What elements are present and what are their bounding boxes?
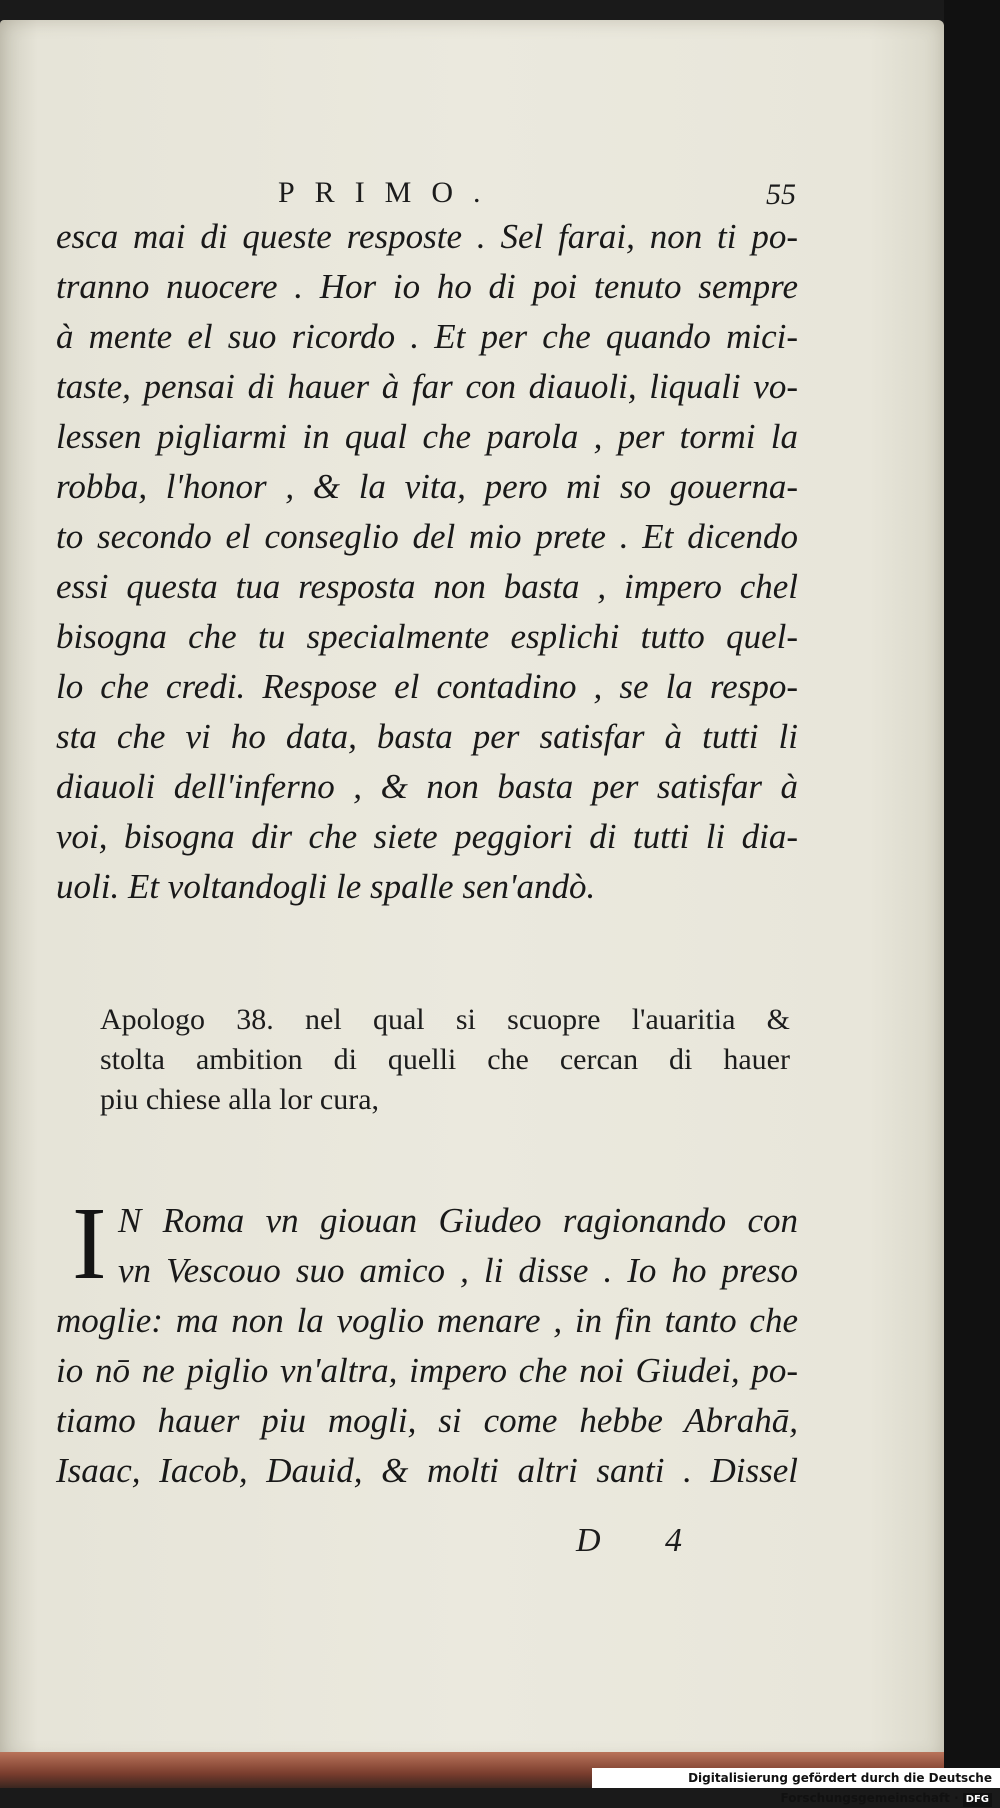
text-line: essi questa tua resposta non basta , impero chel (56, 567, 798, 606)
heading-line: stolta ambition di quelli che cercan di hauer (100, 1043, 790, 1076)
text-line: robba, l'honor , & la vita, pero mi so gouerna- (56, 467, 798, 506)
text-line: uoli. Et voltandogli le spalle sen'andò. (56, 867, 596, 906)
text-line: diauoli dell'inferno , & non basta per satisfar à (56, 767, 798, 806)
text-line: io nō ne piglio vn'altra, impero che noi Giudei, po- (56, 1351, 798, 1390)
text-line: à mente el suo ricordo . Et per che quando mici- (56, 317, 798, 356)
text-line: sta che vi ho data, basta per satisfar à tutti li (56, 717, 798, 756)
text-line: voi, bisogna dir che siete peggiori di tutti li dia- (56, 817, 798, 856)
text-block-1 (56, 212, 798, 912)
heading-line: piu chiese alla lor cura, (100, 1083, 380, 1116)
running-title: PRIMO. (278, 176, 501, 209)
text-line: lessen pigliarmi in qual che parola , per tormi la (56, 417, 798, 456)
text-line: lo che credi. Respose el contadino , se la respo- (56, 667, 798, 706)
drop-cap: I (72, 1186, 107, 1301)
text-line: bisogna che tu specialmente esplichi tutto quel- (56, 617, 798, 656)
text-line: Isaac, Iacob, Dauid, & molti altri santi . Dissel (56, 1451, 798, 1490)
text-line: taste, pensai di hauer à far con diauoli, liquali vo- (56, 367, 798, 406)
text-line: to secondo el conseglio del mio prete . Et dicendo (56, 517, 798, 556)
signature-mark: D 4 (576, 1522, 711, 1559)
scan-background (944, 0, 1000, 1788)
text-line: moglie: ma non la voglio menare , in fin tanto che (56, 1301, 798, 1340)
page-number: 55 (766, 178, 796, 211)
text-line: N Roma vn giouan Giudeo ragionando con (118, 1201, 798, 1240)
text-line: tranno nuocere . Hor io ho di poi tenuto sempre (56, 267, 798, 306)
apologo-heading (100, 1000, 790, 1120)
text-line: tiamo hauer piu mogli, si come hebbe Abrahā, (56, 1401, 798, 1440)
text-line: vn Vescouo suo amico , li disse . Io ho preso (118, 1251, 798, 1290)
heading-line: Apologo 38. nel qual si scuopre l'auaritia & (100, 1003, 790, 1036)
text-block-2 (56, 1196, 798, 1496)
footer-text: Digitalisierung gefördert durch die Deutsche Forschungsgemeinschaft · (688, 1771, 992, 1805)
text-line: esca mai di queste resposte . Sel farai, non ti po- (56, 217, 798, 256)
dfg-logo: DFG (963, 1793, 992, 1807)
digitization-footer (592, 1768, 1000, 1805)
